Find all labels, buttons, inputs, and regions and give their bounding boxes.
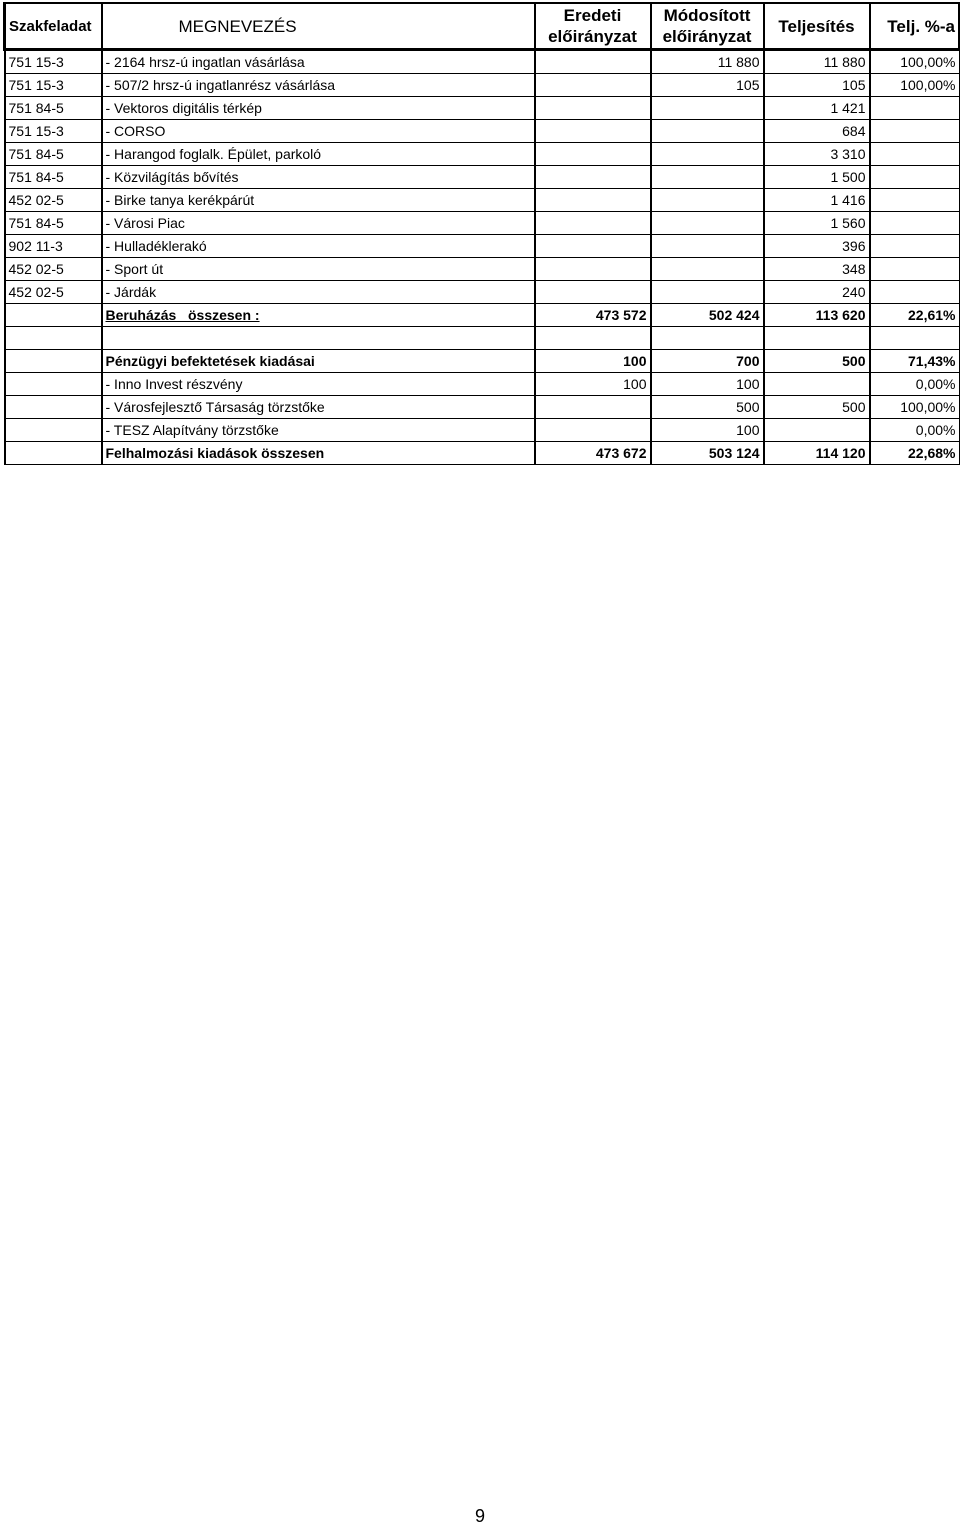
megnevezes-cell: - Vektoros digitális térkép xyxy=(102,97,535,120)
eredeti-cell xyxy=(535,74,651,97)
eredeti-cell xyxy=(535,258,651,281)
table-row xyxy=(5,74,960,97)
modositott-cell xyxy=(651,97,764,120)
szakfeladat-cell: 751 15-3 xyxy=(5,120,102,143)
pct-cell xyxy=(870,281,960,304)
eredeti-cell xyxy=(535,281,651,304)
table-row xyxy=(5,373,960,396)
penzugyi-row xyxy=(5,350,960,373)
megnevezes-cell: - Városfejlesztő Társaság törzstőke xyxy=(102,396,535,419)
eredeti-cell xyxy=(535,235,651,258)
szakfeladat-cell: 751 15-3 xyxy=(5,50,102,74)
beruhazas-total-row xyxy=(5,304,960,327)
eredeti-cell xyxy=(535,50,651,74)
modositott-cell xyxy=(651,281,764,304)
modositott-cell: 11 880 xyxy=(651,50,764,74)
szakfeladat-cell: 751 84-5 xyxy=(5,143,102,166)
empty-cell xyxy=(764,327,870,350)
beruhazas-total-eredeti: 473 572 xyxy=(535,304,651,327)
teljesites-cell: 3 310 xyxy=(764,143,870,166)
empty-cell xyxy=(535,327,651,350)
table-row xyxy=(5,97,960,120)
szakfeladat-cell: 751 84-5 xyxy=(5,166,102,189)
megnevezes-cell: - CORSO xyxy=(102,120,535,143)
szakfeladat-cell: 452 02-5 xyxy=(5,189,102,212)
pct-cell xyxy=(870,189,960,212)
penzugyi-teljesites: 500 xyxy=(764,350,870,373)
megnevezes-cell: - Városi Piac xyxy=(102,212,535,235)
table-row xyxy=(5,120,960,143)
megnevezes-cell: - 2164 hrsz-ú ingatlan vásárlása xyxy=(102,50,535,74)
empty-cell xyxy=(870,327,960,350)
modositott-cell xyxy=(651,189,764,212)
modositott-cell xyxy=(651,166,764,189)
megnevezes-cell: - Közvilágítás bővítés xyxy=(102,166,535,189)
header-modositott xyxy=(651,3,764,50)
teljesites-cell: 1 560 xyxy=(764,212,870,235)
modositott-cell: 500 xyxy=(651,396,764,419)
eredeti-cell xyxy=(535,120,651,143)
page-number: 9 xyxy=(474,1506,485,1526)
blank-row xyxy=(5,327,960,350)
pct-cell: 0,00% xyxy=(870,419,960,442)
teljesites-cell: 105 xyxy=(764,74,870,97)
grand-total-pct: 22,68% xyxy=(870,442,960,465)
eredeti-cell xyxy=(535,212,651,235)
pct-cell: 0,00% xyxy=(870,373,960,396)
table-row xyxy=(5,419,960,442)
modositott-cell xyxy=(651,143,764,166)
grand-total-eredeti: 473 672 xyxy=(535,442,651,465)
beruhazas-total-teljesites: 113 620 xyxy=(764,304,870,327)
szakfeladat-cell: 902 11-3 xyxy=(5,235,102,258)
megnevezes-cell: - 507/2 hrsz-ú ingatlanrész vásárlása xyxy=(102,74,535,97)
beruhazas-total-pct: 22,61% xyxy=(870,304,960,327)
eredeti-cell xyxy=(535,166,651,189)
teljesites-cell: 1 416 xyxy=(764,189,870,212)
table-row xyxy=(5,235,960,258)
grand-total-label: Felhalmozási kiadások összesen xyxy=(102,442,535,465)
modositott-cell: 100 xyxy=(651,419,764,442)
teljesites-cell: 11 880 xyxy=(764,50,870,74)
pct-cell xyxy=(870,143,960,166)
teljesites-cell: 1 421 xyxy=(764,97,870,120)
megnevezes-cell: - TESZ Alapítvány törzstőke xyxy=(102,419,535,442)
header-telj-pct: Telj. %-a xyxy=(870,3,960,50)
megnevezes-cell: - Járdák xyxy=(102,281,535,304)
megnevezes-cell: - Harangod foglalk. Épület, parkoló xyxy=(102,143,535,166)
eredeti-cell: 100 xyxy=(535,373,651,396)
header-eredeti-line1: Eredeti xyxy=(563,6,622,25)
megnevezes-cell: - Birke tanya kerékpárút xyxy=(102,189,535,212)
megnevezes-cell: - Inno Invest részvény xyxy=(102,373,535,396)
grand-total-modositott: 503 124 xyxy=(651,442,764,465)
teljesites-cell: 396 xyxy=(764,235,870,258)
eredeti-cell xyxy=(535,97,651,120)
grand-total-teljesites: 114 120 xyxy=(764,442,870,465)
pct-cell xyxy=(870,166,960,189)
modositott-cell: 100 xyxy=(651,373,764,396)
penzugyi-label: Pénzügyi befektetések kiadásai xyxy=(102,350,535,373)
pct-cell xyxy=(870,212,960,235)
teljesites-cell: 500 xyxy=(764,396,870,419)
szakfeladat-cell xyxy=(5,419,102,442)
teljesites-cell: 1 500 xyxy=(764,166,870,189)
szakfeladat-cell: 452 02-5 xyxy=(5,281,102,304)
empty-cell xyxy=(102,327,535,350)
table-row xyxy=(5,281,960,304)
pct-cell xyxy=(870,120,960,143)
penzugyi-pct: 71,43% xyxy=(870,350,960,373)
szakfeladat-cell: 751 84-5 xyxy=(5,212,102,235)
modositott-cell xyxy=(651,235,764,258)
szakfeladat-cell: 452 02-5 xyxy=(5,258,102,281)
pct-cell: 100,00% xyxy=(870,396,960,419)
table-row xyxy=(5,50,960,74)
beruhazas-total-modositott: 502 424 xyxy=(651,304,764,327)
table-row xyxy=(5,143,960,166)
szakfeladat-cell xyxy=(5,350,102,373)
teljesites-cell: 348 xyxy=(764,258,870,281)
penzugyi-modositott: 700 xyxy=(651,350,764,373)
szakfeladat-cell xyxy=(5,304,102,327)
header-modositott-line2: előirányzat xyxy=(662,27,752,46)
teljesites-cell xyxy=(764,373,870,396)
modositott-cell xyxy=(651,120,764,143)
pct-cell: 100,00% xyxy=(870,74,960,97)
empty-cell xyxy=(5,327,102,350)
table-row xyxy=(5,166,960,189)
szakfeladat-cell: 751 84-5 xyxy=(5,97,102,120)
pct-cell: 100,00% xyxy=(870,50,960,74)
teljesites-cell: 240 xyxy=(764,281,870,304)
modositott-cell xyxy=(651,258,764,281)
budget-table xyxy=(3,2,960,465)
teljesites-cell xyxy=(764,419,870,442)
header-megnevezes: MEGNEVEZÉS xyxy=(102,3,535,50)
szakfeladat-cell xyxy=(5,442,102,465)
modositott-cell xyxy=(651,212,764,235)
header-row xyxy=(5,3,960,50)
eredeti-cell xyxy=(535,396,651,419)
beruhazas-total-label: Beruházás összesen : xyxy=(102,304,535,327)
empty-cell xyxy=(651,327,764,350)
eredeti-cell xyxy=(535,143,651,166)
header-modositott-line1: Módosított xyxy=(663,6,751,25)
grand-total-row xyxy=(5,442,960,465)
pct-cell xyxy=(870,258,960,281)
table-row xyxy=(5,258,960,281)
szakfeladat-cell xyxy=(5,373,102,396)
eredeti-cell xyxy=(535,419,651,442)
table-row xyxy=(5,396,960,419)
pct-cell xyxy=(870,97,960,120)
szakfeladat-cell: 751 15-3 xyxy=(5,74,102,97)
header-eredeti-line2: előirányzat xyxy=(548,27,637,46)
table-row xyxy=(5,212,960,235)
eredeti-cell xyxy=(535,189,651,212)
megnevezes-cell: - Sport út xyxy=(102,258,535,281)
szakfeladat-cell xyxy=(5,396,102,419)
penzugyi-eredeti: 100 xyxy=(535,350,651,373)
header-eredeti xyxy=(535,3,651,50)
header-szakfeladat: Szakfeladat xyxy=(5,3,102,50)
table-row xyxy=(5,189,960,212)
pct-cell xyxy=(870,235,960,258)
teljesites-cell: 684 xyxy=(764,120,870,143)
header-teljesites: Teljesítés xyxy=(764,3,870,50)
modositott-cell: 105 xyxy=(651,74,764,97)
megnevezes-cell: - Hulladéklerakó xyxy=(102,235,535,258)
